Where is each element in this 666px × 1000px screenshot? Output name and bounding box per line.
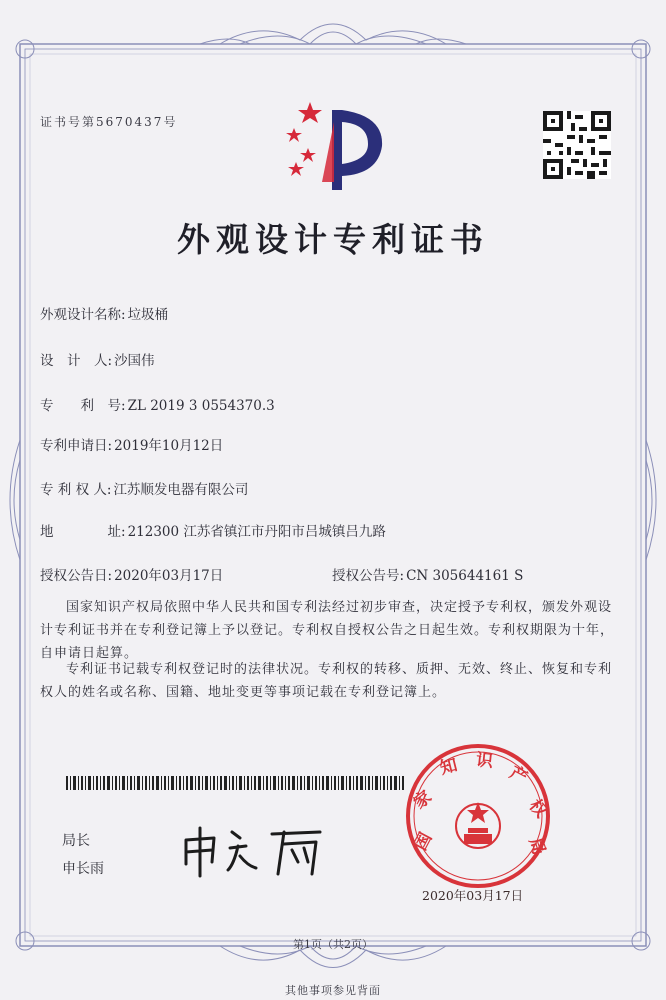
- certificate-number: 证书号第5670437号: [40, 115, 178, 129]
- svg-text:识: 识: [475, 750, 495, 772]
- back-side-note: 其他事项参见背面: [285, 984, 381, 997]
- field-label: 专利申请日:: [40, 438, 113, 454]
- field-design-name: [40, 303, 168, 323]
- field-label: 设 计 人:: [40, 353, 113, 369]
- legal-paragraph: 专利证书记载专利权登记时的法律状况。专利权的转移、质押、无效、终止、恢复和专利权人的姓名或名称、国籍、地址变更等事项记载在专利登记簿上。: [40, 662, 613, 700]
- field-label: 授权公告日:: [40, 568, 113, 584]
- field-label: 外观设计名称:: [40, 307, 126, 323]
- field-value: CN 305644161 S: [406, 568, 524, 584]
- field-value: 江苏顺发电器有限公司: [113, 482, 249, 498]
- field-patent-number: [40, 394, 275, 414]
- certificate-title: 外观设计专利证书: [177, 220, 489, 259]
- seal-date: 2020年03月17日: [422, 888, 524, 903]
- field-label: 专 利 号:: [40, 398, 126, 414]
- field-value: 沙国伟: [114, 353, 155, 369]
- field-value: 垃圾桶: [127, 307, 169, 323]
- field-grant-date: [40, 564, 223, 584]
- field-value: 2020年03月17日: [114, 568, 224, 584]
- director-title: 局长: [62, 833, 90, 849]
- field-application-date: [40, 434, 223, 454]
- director-name: 申长雨: [62, 861, 104, 877]
- page-number: 第1页（共2页）: [293, 938, 373, 951]
- legal-paragraph: 国家知识产权局依照中华人民共和国专利法经过初步审查，决定授予专利权，颁发外观设计专利证书并在专利登记簿上予以登记。专利权自授权公告之日起生效。专利权期限为十年，自申请日起算。: [40, 600, 615, 661]
- field-label: 专 利 权 人:: [40, 482, 112, 498]
- svg-text:产: 产: [506, 762, 531, 789]
- official-seal-icon: [404, 742, 552, 890]
- field-label: 地 址:: [40, 524, 126, 540]
- field-value: ZL 2019 3 0554370.3: [127, 398, 275, 414]
- svg-text:知: 知: [438, 755, 460, 779]
- field-address: [40, 520, 386, 540]
- svg-text:局: 局: [524, 835, 549, 858]
- svg-text:国: 国: [410, 829, 437, 854]
- field-designer: [40, 349, 155, 369]
- field-value: 212300 江苏省镇江市丹阳市吕城镇吕九路: [127, 524, 386, 540]
- patent-office-logo-icon: [282, 102, 386, 192]
- field-announcement-number: [332, 564, 523, 584]
- field-value: 2019年10月12日: [114, 438, 224, 454]
- field-label: 授权公告号:: [332, 568, 405, 584]
- signature-icon: [180, 818, 330, 882]
- svg-text:权: 权: [524, 795, 551, 822]
- qr-code-icon: [543, 111, 611, 179]
- field-patentee: [40, 478, 248, 498]
- barcode-icon: [66, 776, 406, 790]
- svg-text:家: 家: [410, 786, 436, 814]
